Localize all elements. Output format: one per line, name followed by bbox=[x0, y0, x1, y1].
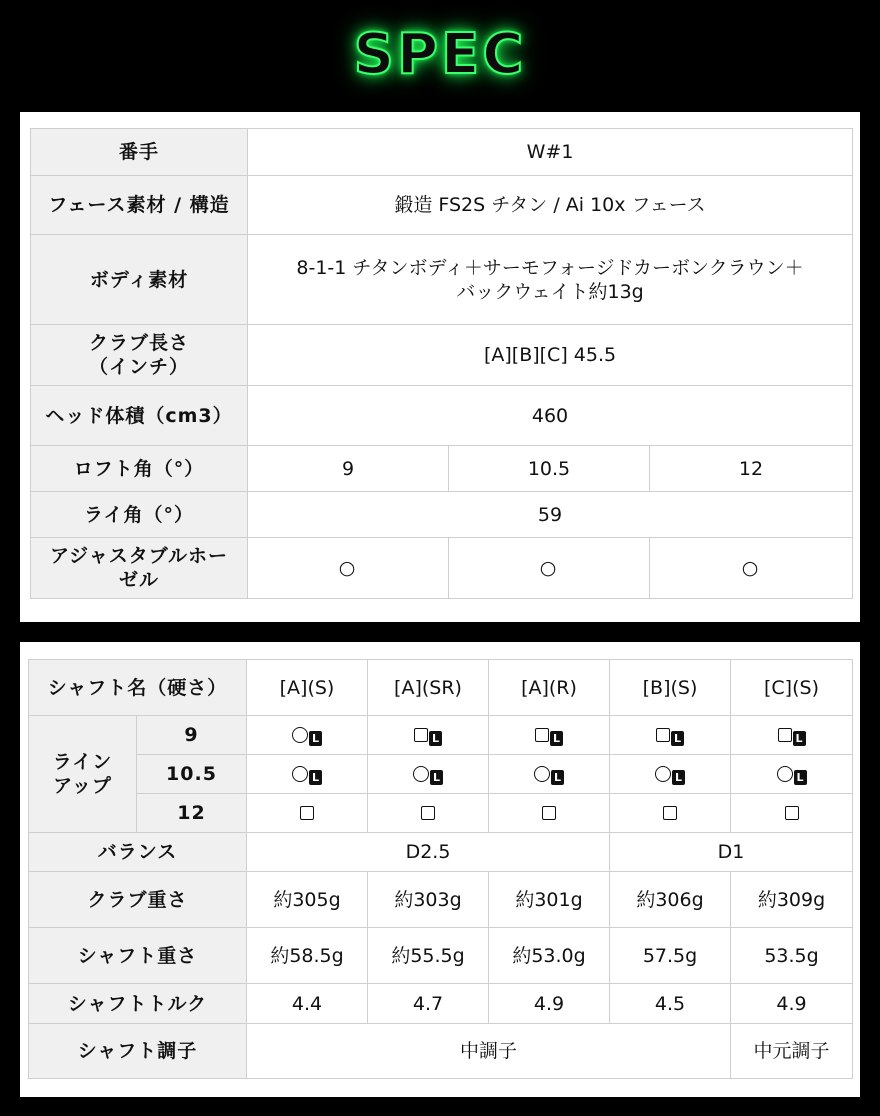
left-handed-badge: L bbox=[672, 770, 685, 785]
left-handed-badge: L bbox=[793, 731, 806, 746]
lineup-mark bbox=[247, 755, 368, 794]
square-mark-icon bbox=[300, 806, 314, 820]
table-row bbox=[29, 755, 853, 794]
kick-point-value: 中調子 bbox=[247, 1024, 731, 1079]
left-handed-badge: L bbox=[671, 731, 684, 746]
lineup-mark bbox=[731, 794, 853, 833]
shaft-spec-panel bbox=[20, 642, 860, 1097]
table-row bbox=[29, 984, 853, 1024]
lineup-mark bbox=[247, 716, 368, 755]
lineup-loft: 10.5 bbox=[137, 755, 247, 794]
square-mark-icon bbox=[421, 806, 435, 820]
table-row bbox=[29, 716, 853, 755]
circle-mark-icon bbox=[655, 766, 671, 782]
table-row bbox=[31, 538, 853, 599]
table-row bbox=[29, 1024, 853, 1079]
lineup-label-line-2: アップ bbox=[53, 775, 112, 797]
loft-value: 12 bbox=[650, 446, 853, 492]
lineup-loft: 9 bbox=[137, 716, 247, 755]
lineup-mark bbox=[489, 794, 610, 833]
row-label-hosel bbox=[31, 538, 248, 599]
lineup-label-line-1: ライン bbox=[52, 751, 113, 773]
row-label-lie: ライ角（°） bbox=[31, 492, 248, 538]
torque-value: 4.5 bbox=[610, 984, 731, 1024]
lineup-mark bbox=[368, 794, 489, 833]
square-mark-icon bbox=[535, 728, 549, 742]
lineup-mark bbox=[610, 794, 731, 833]
hosel-label-line-2: ゼル bbox=[118, 569, 159, 591]
circle-mark-icon bbox=[292, 766, 308, 782]
square-mark-icon bbox=[656, 728, 670, 742]
row-label-number: 番手 bbox=[31, 129, 248, 176]
lineup-mark bbox=[489, 755, 610, 794]
left-handed-badge: L bbox=[550, 731, 563, 746]
shaft-weight-value: 53.5g bbox=[731, 928, 853, 984]
row-label-volume: ヘッド体積（cm3） bbox=[31, 386, 248, 446]
shaft-spec-table bbox=[28, 659, 853, 1079]
table-row bbox=[31, 176, 853, 235]
lineup-label bbox=[29, 716, 137, 833]
table-row bbox=[29, 794, 853, 833]
lineup-mark bbox=[731, 755, 853, 794]
table-row bbox=[31, 446, 853, 492]
square-mark-icon bbox=[778, 728, 792, 742]
lineup-mark bbox=[610, 716, 731, 755]
square-mark-icon bbox=[542, 806, 556, 820]
hosel-mark: ○ bbox=[650, 538, 853, 599]
square-mark-icon bbox=[785, 806, 799, 820]
lineup-mark bbox=[489, 716, 610, 755]
shaft-name: [A](S) bbox=[247, 660, 368, 716]
length-label-line-2: （インチ） bbox=[88, 356, 189, 378]
club-weight-value: 約305g bbox=[247, 872, 368, 928]
table-row bbox=[29, 928, 853, 984]
table-row bbox=[31, 325, 853, 386]
table-row bbox=[29, 833, 853, 872]
table-row bbox=[31, 129, 853, 176]
left-handed-badge: L bbox=[794, 770, 807, 785]
lineup-mark bbox=[368, 716, 489, 755]
head-spec-panel bbox=[20, 112, 860, 622]
body-line-1: 8-1-1 チタンボディ＋サーモフォージドカーボンクラウン＋ bbox=[296, 256, 804, 279]
table-row bbox=[31, 386, 853, 446]
row-value-number: W#1 bbox=[248, 129, 853, 176]
shaft-name: [A](SR) bbox=[368, 660, 489, 716]
loft-value: 9 bbox=[248, 446, 449, 492]
hosel-mark: ○ bbox=[449, 538, 650, 599]
row-value-face: 鍛造 FS2S チタン / Ai 10x フェース bbox=[248, 176, 853, 235]
hosel-label-line-1: アジャスタブルホー bbox=[49, 545, 229, 567]
table-row bbox=[29, 660, 853, 716]
lineup-mark bbox=[247, 794, 368, 833]
kick-point-label: シャフト調子 bbox=[29, 1024, 247, 1079]
lineup-mark bbox=[610, 755, 731, 794]
circle-mark-icon bbox=[413, 766, 429, 782]
row-label-body: ボディ素材 bbox=[31, 235, 248, 325]
shaft-weight-value: 約55.5g bbox=[368, 928, 489, 984]
table-row bbox=[31, 492, 853, 538]
row-value-length: [A][B][C] 45.5 bbox=[248, 325, 853, 386]
left-handed-badge: L bbox=[551, 770, 564, 785]
left-handed-badge: L bbox=[429, 731, 442, 746]
kick-point-value: 中元調子 bbox=[731, 1024, 853, 1079]
loft-value: 10.5 bbox=[449, 446, 650, 492]
length-label-line-1: クラブ長さ bbox=[88, 332, 189, 354]
shaft-weight-value: 57.5g bbox=[610, 928, 731, 984]
circle-mark-icon bbox=[777, 766, 793, 782]
torque-value: 4.9 bbox=[731, 984, 853, 1024]
body-line-2: バックウェイト約13g bbox=[456, 280, 644, 303]
torque-value: 4.7 bbox=[368, 984, 489, 1024]
lineup-mark bbox=[368, 755, 489, 794]
shaft-name: [B](S) bbox=[610, 660, 731, 716]
torque-value: 4.4 bbox=[247, 984, 368, 1024]
lineup-loft: 12 bbox=[137, 794, 247, 833]
circle-mark-icon bbox=[292, 727, 308, 743]
row-value-lie: 59 bbox=[248, 492, 853, 538]
square-mark-icon bbox=[414, 728, 428, 742]
balance-label: バランス bbox=[29, 833, 247, 872]
square-mark-icon bbox=[663, 806, 677, 820]
circle-mark-icon bbox=[534, 766, 550, 782]
left-handed-badge: L bbox=[430, 770, 443, 785]
balance-value: D1 bbox=[610, 833, 853, 872]
shaft-weight-value: 約53.0g bbox=[489, 928, 610, 984]
left-handed-badge: L bbox=[309, 770, 322, 785]
club-weight-value: 約301g bbox=[489, 872, 610, 928]
row-value-body bbox=[248, 235, 853, 325]
hosel-mark: ○ bbox=[248, 538, 449, 599]
lineup-mark bbox=[731, 716, 853, 755]
left-handed-badge: L bbox=[309, 731, 322, 746]
club-weight-label: クラブ重さ bbox=[29, 872, 247, 928]
shaft-name: [A](R) bbox=[489, 660, 610, 716]
row-label-face: フェース素材 / 構造 bbox=[31, 176, 248, 235]
shaft-name: [C](S) bbox=[731, 660, 853, 716]
shaft-header-label: シャフト名（硬さ） bbox=[29, 660, 247, 716]
table-row bbox=[29, 872, 853, 928]
shaft-weight-label: シャフト重さ bbox=[29, 928, 247, 984]
row-label-length bbox=[31, 325, 248, 386]
row-label-loft: ロフト角（°） bbox=[31, 446, 248, 492]
head-spec-table bbox=[30, 128, 853, 599]
row-value-volume: 460 bbox=[248, 386, 853, 446]
shaft-weight-value: 約58.5g bbox=[247, 928, 368, 984]
table-row bbox=[31, 235, 853, 325]
club-weight-value: 約306g bbox=[610, 872, 731, 928]
torque-label: シャフトトルク bbox=[29, 984, 247, 1024]
club-weight-value: 約309g bbox=[731, 872, 853, 928]
torque-value: 4.9 bbox=[489, 984, 610, 1024]
balance-value: D2.5 bbox=[247, 833, 610, 872]
club-weight-value: 約303g bbox=[368, 872, 489, 928]
page-title: SPEC bbox=[353, 22, 527, 87]
